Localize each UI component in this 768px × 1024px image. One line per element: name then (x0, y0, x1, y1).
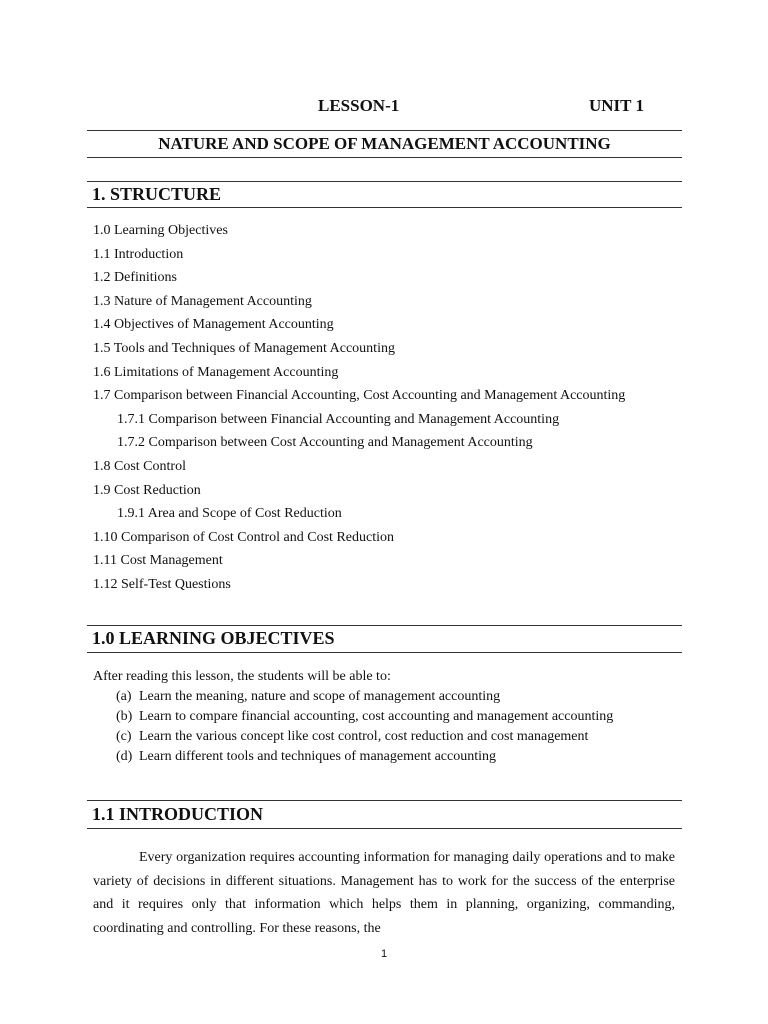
structure-item-1-6: 1.6 Limitations of Management Accounting (93, 364, 339, 380)
objective-marker: (c) (116, 729, 132, 744)
objective-item (116, 707, 646, 727)
objective-marker: (a) (116, 689, 132, 704)
unit-label: UNIT 1 (589, 96, 644, 115)
introduction-bottom-divider (87, 828, 682, 829)
title-bottom-divider (87, 157, 682, 158)
objective-item (116, 727, 646, 747)
introduction-top-divider (87, 800, 682, 801)
structure-item-1-9-1: 1.9.1 Area and Scope of Cost Reduction (117, 506, 342, 522)
objectives-heading: 1.0 LEARNING OBJECTIVES (92, 628, 335, 648)
structure-top-divider (87, 181, 682, 182)
objective-text: Learn different tools and techniques of management accounting (139, 749, 496, 764)
structure-bottom-divider (87, 207, 682, 208)
page-number: 1 (380, 948, 388, 960)
objective-text: Learn to compare financial accounting, cost accounting and management accounting (139, 709, 614, 724)
introduction-paragraph: Every organization requires accounting information for managing daily operations and to make variety of decisions in different situations. Management has to work for the success of the enterprise and it requires only that information which helps them in planning, organizing, commanding, coordinating and controlling. For these reasons, the (93, 850, 675, 936)
objectives-intro: After reading this lesson, the students will be able to: (93, 669, 391, 684)
objective-text: Learn the various concept like cost control, cost reduction and cost management (139, 729, 589, 744)
objectives-list (116, 687, 646, 767)
structure-item-1-7-2: 1.7.2 Comparison between Cost Accounting and Management Accounting (117, 435, 533, 451)
structure-item-1-4: 1.4 Objectives of Management Accounting (93, 317, 334, 333)
structure-item-1-7: 1.7 Comparison between Financial Accounting, Cost Accounting and Management Accounting (93, 388, 626, 404)
introduction-heading: 1.1 INTRODUCTION (92, 804, 264, 824)
objective-item (116, 687, 646, 707)
structure-item-1-8: 1.8 Cost Control (93, 458, 186, 474)
objectives-bottom-divider (87, 652, 682, 653)
structure-item-1-0: 1.0 Learning Objectives (93, 223, 228, 238)
objective-marker: (d) (116, 749, 133, 764)
page-title: NATURE AND SCOPE OF MANAGEMENT ACCOUNTING (158, 134, 611, 153)
objectives-top-divider (87, 625, 682, 626)
structure-item-1-7-1: 1.7.1 Comparison between Financial Accounting and Management Accounting (117, 411, 560, 427)
structure-item-1-9: 1.9 Cost Reduction (93, 482, 201, 498)
structure-item-1-5: 1.5 Tools and Techniques of Management Accounting (93, 340, 395, 356)
structure-item-1-1: 1.1 Introduction (93, 246, 184, 262)
structure-item-1-2: 1.2 Definitions (93, 270, 177, 286)
structure-item-1-10: 1.10 Comparison of Cost Control and Cost Reduction (93, 529, 394, 545)
structure-item-1-3: 1.3 Nature of Management Accounting (93, 293, 312, 309)
objective-text: Learn the meaning, nature and scope of management accounting (139, 689, 501, 704)
structure-list (93, 222, 653, 600)
objective-item (116, 747, 646, 767)
objective-marker: (b) (116, 709, 133, 724)
title-top-divider (87, 130, 682, 131)
lesson-label: LESSON-1 (318, 96, 400, 115)
structure-item-1-11: 1.11 Cost Management (93, 553, 223, 569)
structure-item-1-12: 1.12 Self-Test Questions (93, 576, 231, 592)
structure-heading: 1. STRUCTURE (92, 184, 222, 204)
